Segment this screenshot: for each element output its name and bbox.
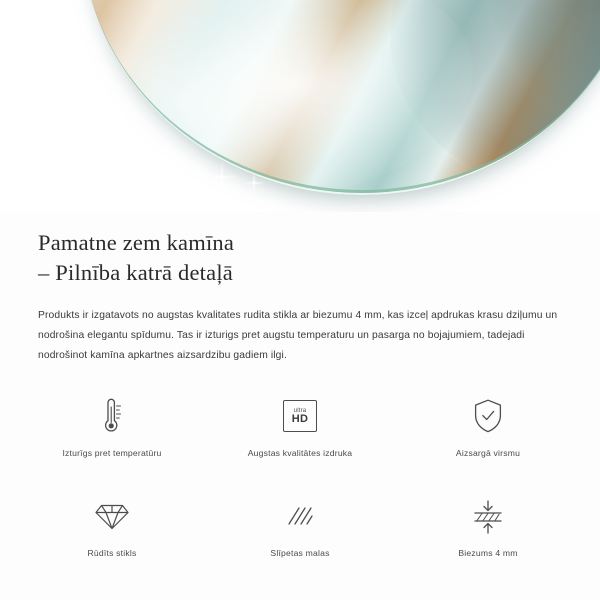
shield-check-icon — [472, 394, 504, 438]
feature-label: Augstas kvalitātes izdruka — [247, 448, 353, 458]
thermometer-icon — [95, 394, 129, 438]
feature-label: Izturīgs pret temperatūru — [62, 448, 162, 458]
feature-item-polished-edges — [206, 494, 394, 558]
feature-item-thickness — [394, 494, 582, 558]
feature-label: Slīpetas malas — [270, 548, 330, 558]
feature-item-tempered-glass — [18, 494, 206, 558]
hd-badge-top: ultra — [293, 407, 307, 414]
feature-label: Biezums 4 mm — [458, 548, 518, 558]
body-paragraph: Produkts ir izgatavots no augstas kvalitates rudita stikla ar biezumu 4 mm, kas izceļ apdrukas krasu dziļumu un nodrošina elegantu spīdumu. Tas ir izturigs pret augstu temperaturu un pasarga no bojajumiem, tadejadi nodrošinot kamīna apkartnes aizsardzibu gadiem ilgi. — [38, 310, 558, 361]
text-block — [38, 228, 566, 366]
polished-edges-icon — [283, 494, 317, 538]
ultra-hd-icon — [283, 394, 317, 438]
feature-item-print-quality — [206, 394, 394, 458]
headline-line-2: – Pilnība katrā detaļā — [38, 260, 233, 285]
feature-label: Aizsargā virsmu — [455, 448, 521, 458]
glass-disc-image — [82, 0, 600, 195]
feature-item-surface-protection — [394, 394, 582, 458]
hd-badge-bottom: HD — [291, 412, 309, 425]
hero-image — [0, 0, 600, 212]
headline-line-1: Pamatne zem kamīna — [38, 230, 235, 255]
feature-grid — [18, 394, 582, 558]
thickness-icon — [470, 494, 506, 538]
feature-item-temperature — [18, 394, 206, 458]
feature-label: Rūdīts stikls — [87, 548, 137, 558]
page-title — [38, 228, 566, 288]
diamond-icon — [94, 494, 130, 538]
